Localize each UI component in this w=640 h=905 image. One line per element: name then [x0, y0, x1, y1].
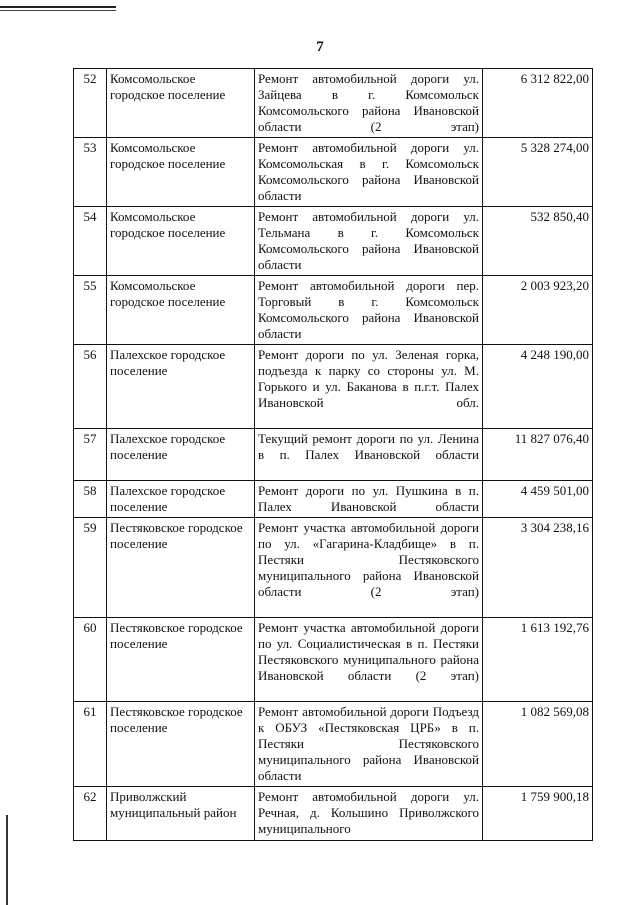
- row-number: 62: [74, 787, 107, 841]
- description-cell: Ремонт автомобильной дороги ул. Зайцева в г. Комсомольск Комсомольского района Ивановской области (2 этап): [255, 69, 483, 138]
- amount-cell: 1 082 569,08: [483, 702, 593, 787]
- amount-cell: 4 248 190,00: [483, 345, 593, 429]
- description-cell: Ремонт автомобильной дороги ул. Речная, д. Кольшино Приволжского муниципального: [255, 787, 483, 841]
- settlement-cell: Комсомольское городское поселение: [107, 138, 255, 207]
- settlement-cell: Комсомольское городское поселение: [107, 207, 255, 276]
- settlement-cell: Приволжский муниципальный район: [107, 787, 255, 841]
- row-number: 53: [74, 138, 107, 207]
- amount-cell: 1 759 900,18: [483, 787, 593, 841]
- row-number: 52: [74, 69, 107, 138]
- table-row: [74, 138, 593, 207]
- amount-cell: 1 613 192,76: [483, 618, 593, 702]
- page-number: 7: [316, 39, 324, 55]
- settlement-cell: Пестяковское городское поселение: [107, 618, 255, 702]
- row-number: 59: [74, 518, 107, 618]
- settlement-cell: Пестяковское городское поселение: [107, 518, 255, 618]
- description-cell: Ремонт автомобильной дороги ул. Комсомольская в г. Комсомольск Комсомольского района Ивановской области: [255, 138, 483, 207]
- amount-cell: 11 827 076,40: [483, 429, 593, 481]
- table-row: [74, 787, 593, 841]
- description-cell: Ремонт участка автомобильной дороги по ул. Социалистическая в п. Пестяки Пестяковского муниципального района Ивановской области (2 этап): [255, 618, 483, 702]
- header-rule-thin: [0, 10, 116, 11]
- row-number: 57: [74, 429, 107, 481]
- row-number: 56: [74, 345, 107, 429]
- settlement-cell: Комсомольское городское поселение: [107, 69, 255, 138]
- description-cell: Ремонт автомобильной дороги Подъезд к ОБУЗ «Пестяковская ЦРБ» в п. Пестяки Пестяковского муниципального района Ивановской области: [255, 702, 483, 787]
- settlement-cell: Комсомольское городское поселение: [107, 276, 255, 345]
- description-cell: Ремонт автомобильной дороги ул. Тельмана в г. Комсомольск Комсомольского района Ивановской области: [255, 207, 483, 276]
- description-cell: Ремонт дороги по ул. Зеленая горка, подъезда к парку со стороны ул. М. Горького и ул. Баканова в п.г.т. Палех Ивановской обл.: [255, 345, 483, 429]
- table-row: [74, 207, 593, 276]
- amount-cell: 5 328 274,00: [483, 138, 593, 207]
- row-number: 58: [74, 481, 107, 518]
- amount-cell: 6 312 822,00: [483, 69, 593, 138]
- row-number: 55: [74, 276, 107, 345]
- amount-cell: 2 003 923,20: [483, 276, 593, 345]
- row-number: 54: [74, 207, 107, 276]
- amount-cell: 3 304 238,16: [483, 518, 593, 618]
- table-row: [74, 276, 593, 345]
- table-row: [74, 429, 593, 481]
- table-row: [74, 481, 593, 518]
- settlement-cell: Палехское городское поселение: [107, 481, 255, 518]
- table-row: [74, 702, 593, 787]
- table-row: [74, 345, 593, 429]
- description-cell: Текущий ремонт дороги по ул. Ленина в п. Палех Ивановской области: [255, 429, 483, 481]
- margin-mark: [6, 815, 8, 905]
- header-rule: [0, 6, 116, 8]
- row-number: 60: [74, 618, 107, 702]
- amount-cell: 4 459 501,00: [483, 481, 593, 518]
- row-number: 61: [74, 702, 107, 787]
- amount-cell: 532 850,40: [483, 207, 593, 276]
- description-cell: Ремонт дороги по ул. Пушкина в п. Палех Ивановской области: [255, 481, 483, 518]
- description-cell: Ремонт участка автомобильной дороги по ул. «Гагарина-Кладбище» в п. Пестяки Пестяковского муниципального района Ивановской области (2 этап): [255, 518, 483, 618]
- table-row: [74, 69, 593, 138]
- table-row: [74, 518, 593, 618]
- table-row: [74, 618, 593, 702]
- description-cell: Ремонт автомобильной дороги пер. Торговый в г. Комсомольск Комсомольского района Ивановской области: [255, 276, 483, 345]
- settlement-cell: Палехское городское поселение: [107, 345, 255, 429]
- settlement-cell: Палехское городское поселение: [107, 429, 255, 481]
- road-repair-table: [73, 68, 593, 841]
- settlement-cell: Пестяковское городское поселение: [107, 702, 255, 787]
